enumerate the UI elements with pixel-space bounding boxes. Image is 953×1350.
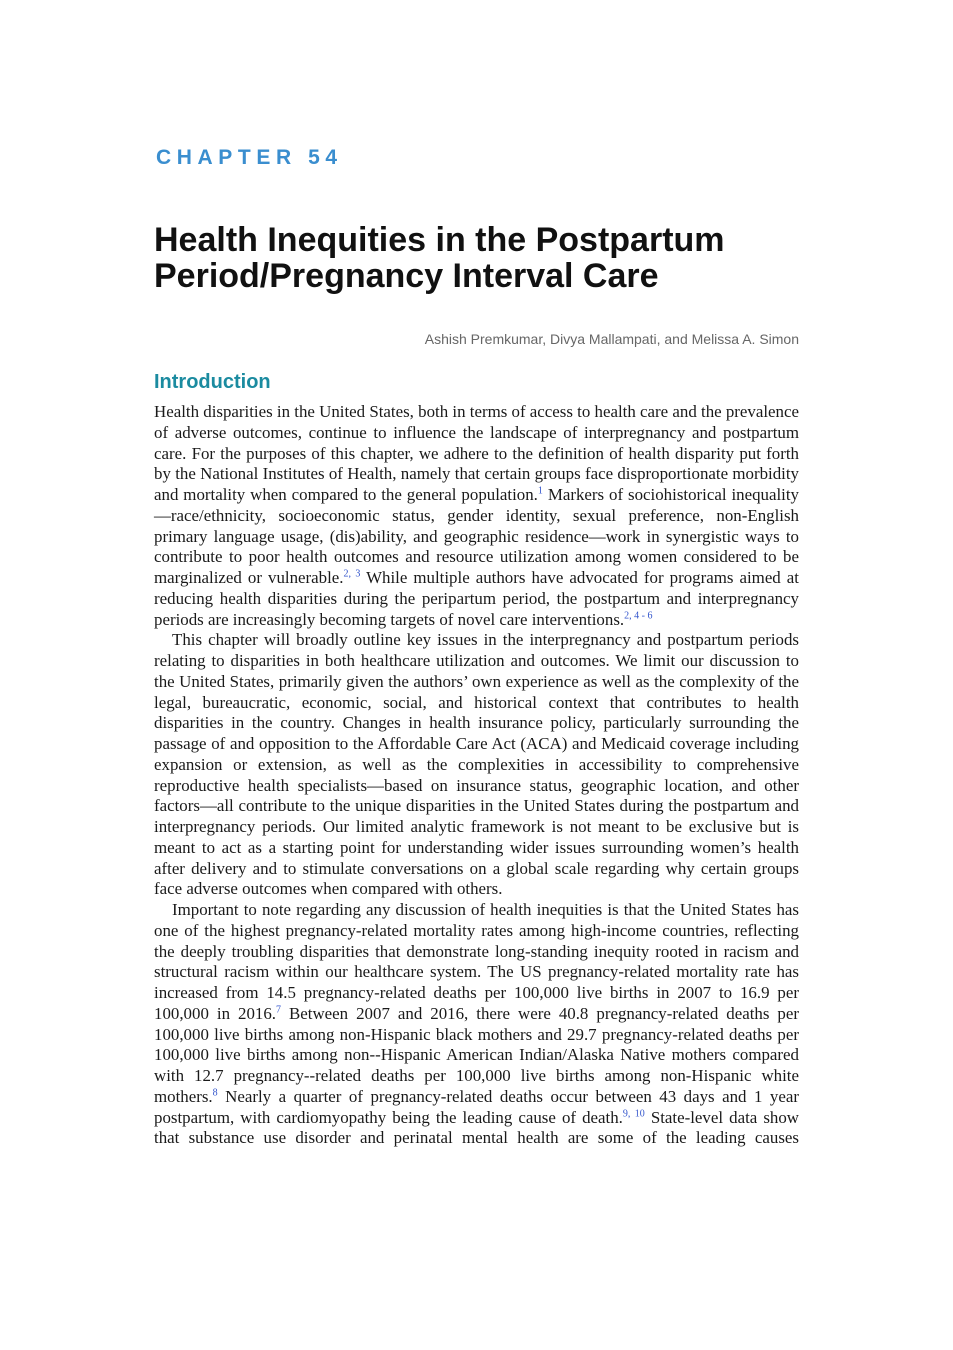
paragraph-3-text-d: State-level data show that substance use disorder and perinatal mental health are some of the leading causes bbox=[154, 1107, 800, 1148]
paragraph-3-text-c: Nearly a quarter of pregnancy-related deaths occur between 43 days and 1 year postpartum, with cardiomyopathy being the leading cause of death. bbox=[154, 1086, 799, 1127]
reference-link[interactable]: 8 bbox=[212, 1087, 218, 1099]
paragraph-1-text-c: While multiple authors have advocated for programs aimed at reducing health disparities during the peripartum period, the postpartum and interpregnancy periods are increasingly becoming targets of novel care interventions. bbox=[154, 568, 799, 629]
paragraph-3-text-a: Important to note regarding any discussion of health inequities is that the United States has one of the highest pregnancy-related mortality rates among high-income countries, reflecting the deeply troubling disparities that demonstrate long-standing inequity rooted in racism and structural racism within our healthcare system. The US pregnancy-related mortality rate has increased from 14.5 pregnancy-related deaths per 100,000 live births in 2007 to 16.9 per 100,000 in 2016. bbox=[154, 900, 799, 1023]
paragraph-2: This chapter will broadly outline key issues in the interpregnancy and postpartum periods relating to disparities in both healthcare utilization and outcomes. We limit our discussion to the United States, primarily given the authors’ own experience as well as the complexity of the legal, bureaucratic, economic, social, and historical context that contributes to health disparities in the country. Changes in health insurance policy, particularly surrounding the passage of and opposition to the Affordable Care Act (ACA) and Medicaid coverage including expansion or extension, as well as the complexities in accessibility to comprehensive reproductive health specialists—based on insurance status, geographic location, and other factors—all contribute to the unique disparities in the United States during the postpartum and interpregnancy periods. Our limited analytic framework is not meant to be exclusive but is meant to act as a starting point for understanding wider issues surrounding women’s health after delivery and to stimulate conversations on a global scale regarding why certain groups face adverse outcomes when compared with others. bbox=[154, 630, 799, 899]
paragraph-1-text-b: Markers of sociohistorical inequality—race/ethnicity, socioeconomic status, gender identity, sexual preference, non-English primary language usage, (dis)ability, and geographic residence—work in synergistic ways to contribute to poor health outcomes and resource utilization among women considered to be marginalized or vulnerable. bbox=[154, 485, 800, 587]
reference-link[interactable]: 1 bbox=[537, 485, 543, 497]
reference-link[interactable]: 7 bbox=[276, 1004, 282, 1016]
chapter-title-line-1: Health Inequities in the Postpartum bbox=[154, 221, 725, 259]
reference-link[interactable]: 2, 3 bbox=[343, 568, 361, 580]
section-heading-introduction: Introduction bbox=[154, 371, 271, 393]
chapter-title-line-2: Period/Pregnancy Interval Care bbox=[154, 257, 659, 295]
chapter-label: CHAPTER 54 bbox=[156, 146, 343, 169]
paragraph-1 bbox=[154, 402, 799, 630]
reference-link[interactable]: 9, 10 bbox=[622, 1107, 645, 1119]
paragraph-3 bbox=[154, 900, 799, 1149]
chapter-title bbox=[154, 222, 799, 294]
chapter-authors: Ashish Premkumar, Divya Mallampati, and Melissa A. Simon bbox=[424, 331, 799, 347]
body-text bbox=[154, 402, 799, 1149]
paragraph-3-text-b: Between 2007 and 2016, there were 40.8 pregnancy-related deaths per 100,000 live births among non-Hispanic black mothers and 29.7 pregnancy-related deaths per 100,000 live births among non--Hispanic American Indian/Alaska Native mothers compared with 12.7 pregnancy--related deaths per 100,000 live births among non-Hispanic white mothers. bbox=[154, 1003, 799, 1106]
paragraph-1-text-a: Health disparities in the United States, both in terms of access to health care and the prevalence of adverse outcomes, continue to influence the landscape of interpregnancy and postpartum care. For the purposes of this chapter, we adhere to the definition of health disparity put forth by the National Institutes of Health, namely that certain groups face disproportionate morbidity and mortality when compared to the general population. bbox=[154, 402, 799, 504]
reference-link[interactable]: 2, 4 - 6 bbox=[624, 609, 653, 621]
